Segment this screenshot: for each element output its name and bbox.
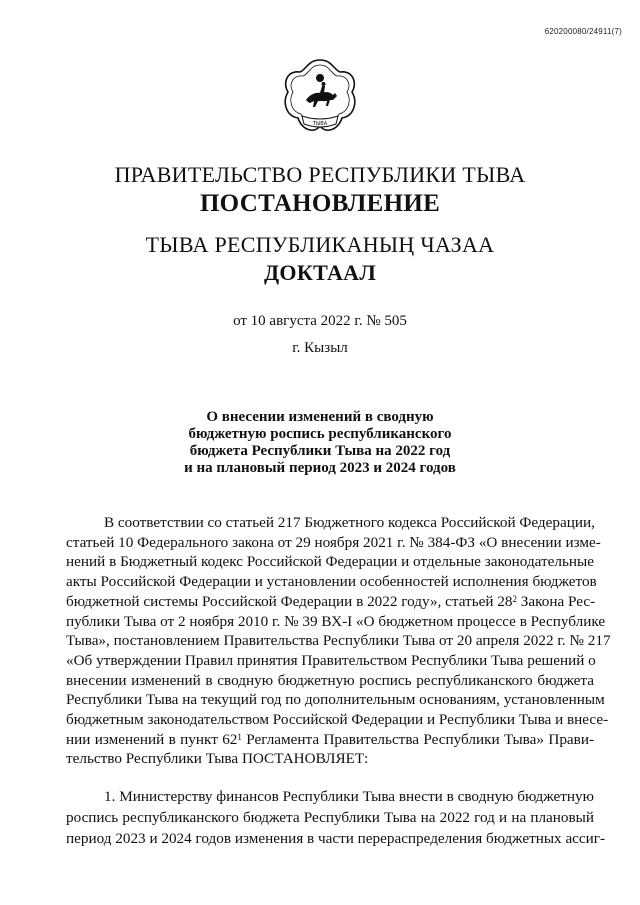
text-line: нений в Бюджетный кодекс Российской Федерации и отдельные законодательные xyxy=(66,553,594,571)
superscript: 1 xyxy=(237,731,242,742)
svg-text:ТЫВА: ТЫВА xyxy=(312,121,328,127)
tyva-coat-of-arms-icon xyxy=(280,56,360,146)
text-line: тельство Республики Тыва ПОСТАНОВЛЯЕТ: xyxy=(66,750,369,768)
text-line: Тыва», постановлением Правительства Республики Тыва от 20 апреля 2022 г. № 217 xyxy=(66,632,611,650)
title-line: бюджетную роспись республиканского xyxy=(188,426,452,442)
text-line: период 2023 и 2024 годов изменения в части перераспределения бюджетных ассиг- xyxy=(66,830,606,847)
text-line: «Об утверждении Правил принятия Правительством Республики Тыва решений о xyxy=(66,651,596,669)
government-title-tyv: ТЫВА РЕСПУБЛИКАНЫҢ ЧАЗАА xyxy=(145,232,495,257)
text-line: 1. Министерству финансов Республики Тыва внести в сводную бюджетную xyxy=(104,788,594,805)
document-title xyxy=(0,409,640,477)
text-line: бюджетной системы Российской Федерации в 2022 году», статьей $28^2$ Закона Рес- xyxy=(66,592,596,610)
clause-1-paragraph xyxy=(66,786,606,849)
preamble-paragraph xyxy=(66,513,611,769)
text-line: внесении изменений в сводную бюджетную роспись республиканского бюджета xyxy=(66,671,594,689)
decree-date: от 10 августа 2022 г. № 505 xyxy=(233,313,407,329)
title-line: О внесении изменений в сводную xyxy=(206,409,434,425)
text-line: роспись республиканского бюджета Республики Тыва на 2022 год и на плановый xyxy=(66,809,594,826)
superscript: 2 xyxy=(512,593,517,604)
text-line: акты Российской Федерации и установлении особенностей исполнения бюджетов xyxy=(66,573,597,591)
title-line: и на плановый период 2023 и 2024 годов xyxy=(184,460,456,476)
text-line: статьей 10 Федерального закона от 29 ноября 2021 г. № 384-ФЗ «О внесении изме- xyxy=(66,533,601,551)
text-line: В соответствии со статьей 217 Бюджетного кодекса Российской Федерации, xyxy=(104,514,595,531)
text-line: Республики Тыва на текущий год по дополнительным основаниям, установленным xyxy=(66,691,605,709)
title-line: бюджета Республики Тыва на 2022 год xyxy=(189,443,451,459)
document-number: 620200080/24911(7) xyxy=(544,27,622,36)
text-line: нии изменений в пункт $62^1$ Регламента Правительства Республики Тыва» Прави- xyxy=(66,730,595,748)
text-line: публики Тыва от 2 ноября 2010 г. № 39 ВХ-I «О бюджетном процессе в Республике xyxy=(66,612,606,630)
government-title-ru: ПРАВИТЕЛЬСТВО РЕСПУБЛИКИ ТЫВА xyxy=(114,162,526,187)
decree-title-ru: ПОСТАНОВЛЕНИЕ xyxy=(199,190,441,217)
decree-place: г. Кызыл xyxy=(292,340,348,356)
text-line: бюджетным законодательством Российской Федерации и Республики Тыва и внесе- xyxy=(66,711,609,729)
decree-title-tyv: ДОКТААЛ xyxy=(263,260,377,285)
